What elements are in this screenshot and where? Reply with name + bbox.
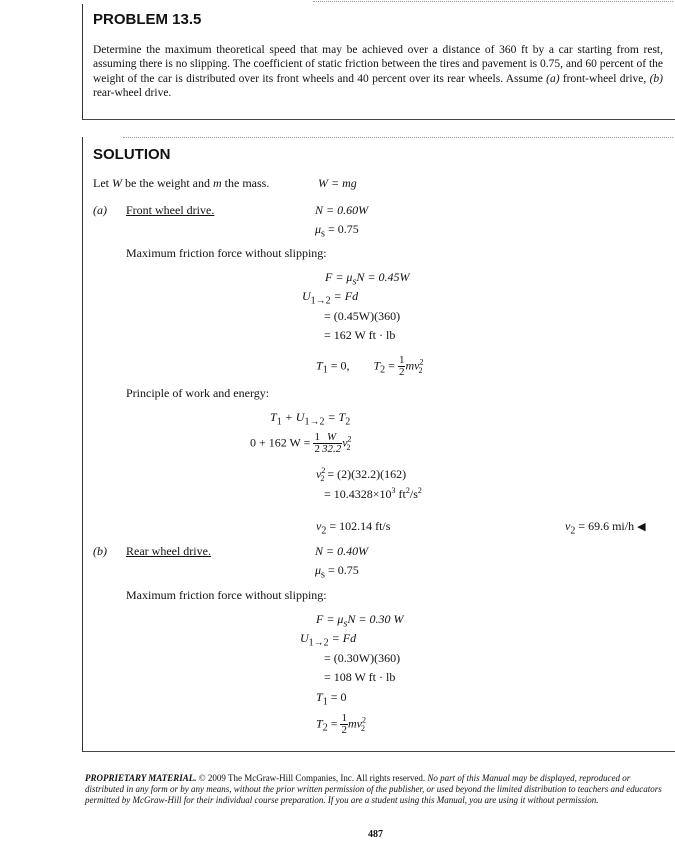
solution-title: SOLUTION <box>93 146 171 163</box>
part-a-max-friction-label: Maximum friction force without slipping: <box>126 246 327 260</box>
part-a-normal-force: N = 0.60W <box>315 203 369 217</box>
footer-copyright: © 2009 The McGraw-Hill Companies, Inc. All rights reserved. <box>196 773 428 783</box>
part-a-label: (a) <box>93 203 107 217</box>
part-b-work-line3: = 108 W ft · lb <box>324 670 396 684</box>
statement-text-1: Determine the maximum theoretical speed that may be achieved over a distance of 360 ft by a car starting from rest, assuming there is no slipping. The coefficient of static friction between the tires and pavement is 0.75, and 60 percent of the weight of the car is distributed over its front wheels and 40 percent over its rear wheels. Assume <box>93 44 663 85</box>
statement-part-a: (a) <box>546 72 560 85</box>
part-a-v2: $v_2 = 102.14$ ft/s <box>316 519 391 537</box>
part-b-work-eq: $U_{1\to 2} = Fd$ <box>300 631 357 649</box>
problem-statement <box>93 43 663 101</box>
part-b-title: Rear wheel drive. <box>126 544 211 558</box>
copyright-footer <box>85 773 665 806</box>
part-a-friction-eq: $F = \mu_sN = 0.45W$ <box>325 270 410 288</box>
part-a-kinetic-energies: $T_1 = 0$, $T_2$ = $\frac{1}{2}$ $mv^2_2$ <box>316 354 424 378</box>
part-a-v2-squared: $v^2_2 = (2)(32.2)(162)$ <box>316 466 407 484</box>
statement-text-3: rear-wheel drive. <box>93 87 172 100</box>
part-b-work-line2: = (0.30W)(360) <box>324 651 401 665</box>
footer-label: PROPRIETARY MATERIAL. <box>85 773 197 783</box>
part-a-answer: $v_2 = 69.6$ mi/h ◀ <box>565 519 646 537</box>
problem-title: PROBLEM 13.5 <box>93 11 202 28</box>
part-b-normal-force: N = 0.40W <box>315 544 369 558</box>
part-a-work-eq: $U_{1\to 2} = Fd$ <box>302 289 359 307</box>
part-b-mu: $\mu_s = 0.75$ <box>315 563 359 581</box>
part-a-work-line3: = 162 W ft · lb <box>324 328 396 342</box>
page-number: 487 <box>368 829 383 840</box>
statement-part-b: (b) <box>649 72 663 85</box>
part-b-t1: $T_1 = 0$ <box>316 690 347 708</box>
part-a-energy-eq: $T_1 + U_{1\to 2} = T_2$ <box>270 410 351 428</box>
part-a-title: Front wheel drive. <box>126 203 215 217</box>
footer-notice: No part of this Manual may be displayed, reproduced or distributed in any form or by any means, without the prior written permission of the publisher, or used beyond the limited distribution to teachers and educators permitted by McGraw-Hill for their individual course preparation. If you are a student using this Manual, you are using it without permission. <box>85 773 662 805</box>
part-a-work-line2: = (0.45W)(360) <box>324 309 401 323</box>
answer-arrow-icon: ◀ <box>637 521 646 533</box>
part-b-max-friction-label: Maximum friction force without slipping: <box>126 588 327 602</box>
part-a-mu: $\mu_s = 0.75$ <box>315 222 359 240</box>
part-a-principle-label: Principle of work and energy: <box>126 386 270 400</box>
weight-mass-equation: W = mg <box>318 176 357 190</box>
part-b-label: (b) <box>93 544 107 558</box>
statement-text-2: front-wheel drive, <box>559 72 650 85</box>
part-a-v2-squared-value: = $10.4328\times 10^3$ $ft^2/s^2$ <box>324 486 422 501</box>
part-b-t2: $T_2$ = $\frac{1}{2}$ $mv^2_2$ <box>316 712 366 736</box>
part-a-energy-substituted: 0 + 162 W = $\frac{1}{2}$ $\frac{W}{32.2}$ $v^2_2$ <box>250 431 352 455</box>
part-b-friction-eq: $F = \mu_sN = 0.30$ W <box>316 612 404 630</box>
solution-intro: Let W be the weight and m the mass. <box>93 176 270 190</box>
